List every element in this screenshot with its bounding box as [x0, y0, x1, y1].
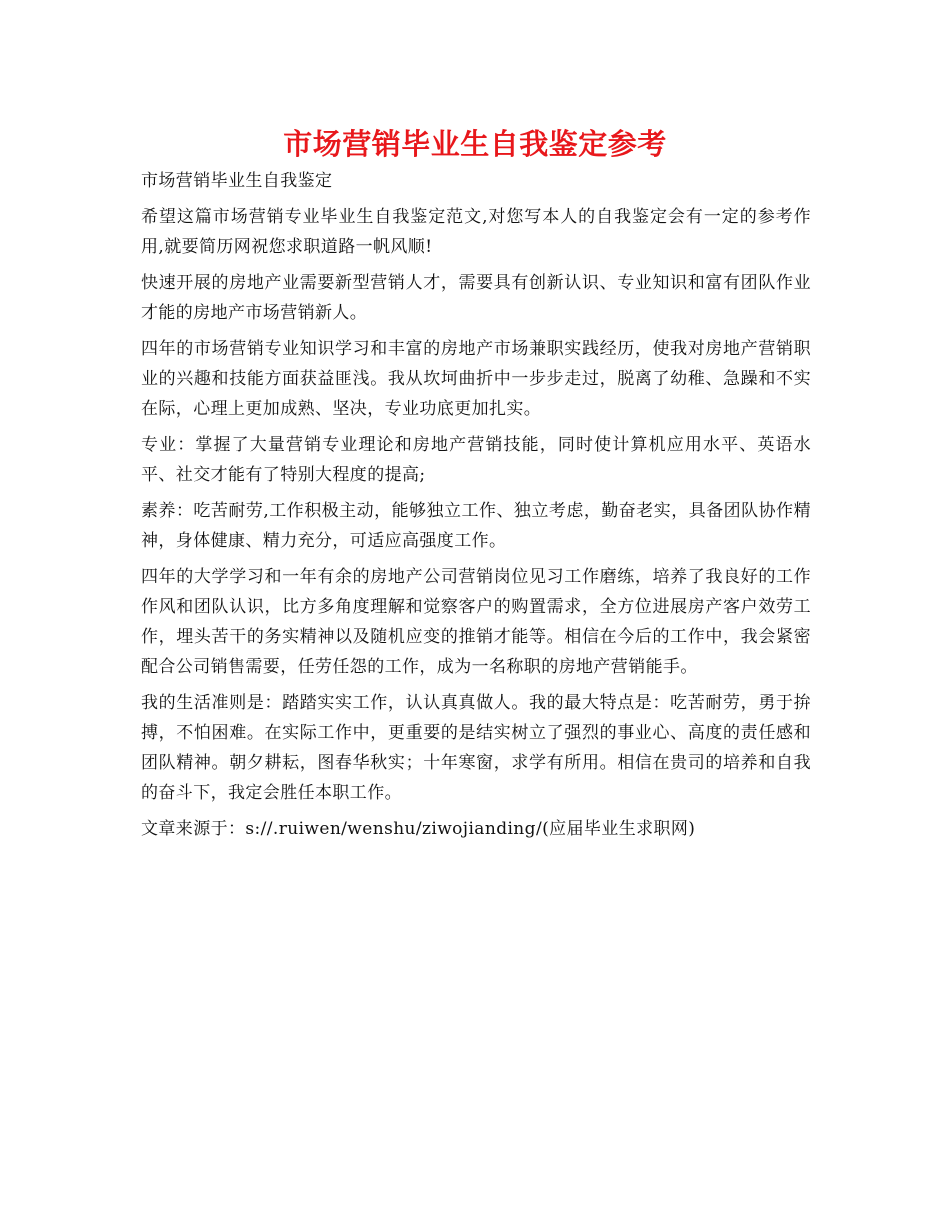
paragraph-industry: 快速开展的房地产业需要新型营销人才，需要具有创新认识、专业知识和富有团队作业才能的房地产市场营销新人。 — [141, 273, 811, 323]
document-body — [141, 166, 811, 850]
document-title: 市场营销毕业生自我鉴定参考 — [283, 127, 667, 161]
paragraph-experience: 四年的市场营销专业知识学习和丰富的房地产市场兼职实践经历，使我对房地产营销职业的兴趣和技能方面获益匪浅。我从坎坷曲折中一步步走过，脱离了幼稚、急躁和不实在际，心理上更加成熟、坚决，专业功底更加扎实。 — [141, 339, 811, 419]
paragraph-source: 文章来源于：s://.ruiwen/wenshu/ziwojianding/(应届毕业生求职网) — [141, 819, 696, 839]
paragraph-subtitle: 市场营销毕业生自我鉴定 — [141, 171, 333, 191]
paragraph-principles: 我的生活准则是：踏踏实实工作，认认真真做人。我的最大特点是：吃苦耐劳，勇于拚搏，不怕困难。在实际工作中，更重要的是结实树立了强烈的事业心、高度的责任感和团队精神。朝夕耕耘，图春华秋实；十年寒窗，求学有所用。相信在贵司的培养和自我的奋斗下，我定会胜任本职工作。 — [141, 693, 811, 803]
paragraph-intro: 希望这篇市场营销专业毕业生自我鉴定范文,对您写本人的自我鉴定会有一定的参考作用,就要简历网祝您求职道路一帆风顺! — [141, 207, 811, 257]
paragraph-internship: 四年的大学学习和一年有余的房地产公司营销岗位见习工作磨练，培养了我良好的工作作风和团队认识，比方多角度理解和觉察客户的购置需求，全方位进展房产客户效劳工作，埋头苦干的务实精神以及随机应变的推销才能等。相信在今后的工作中，我会紧密配合公司销售需要，任劳任怨的工作，成为一名称职的房地产营销能手。 — [141, 567, 811, 677]
paragraph-qualities: 素养：吃苦耐劳,工作积极主动，能够独立工作、独立考虑，勤奋老实，具备团队协作精神，身体健康、精力充分，可适应高强度工作。 — [141, 501, 811, 551]
paragraph-professional: 专业：掌握了大量营销专业理论和房地产营销技能，同时使计算机应用水平、英语水平、社交才能有了特别大程度的提高; — [141, 435, 811, 485]
